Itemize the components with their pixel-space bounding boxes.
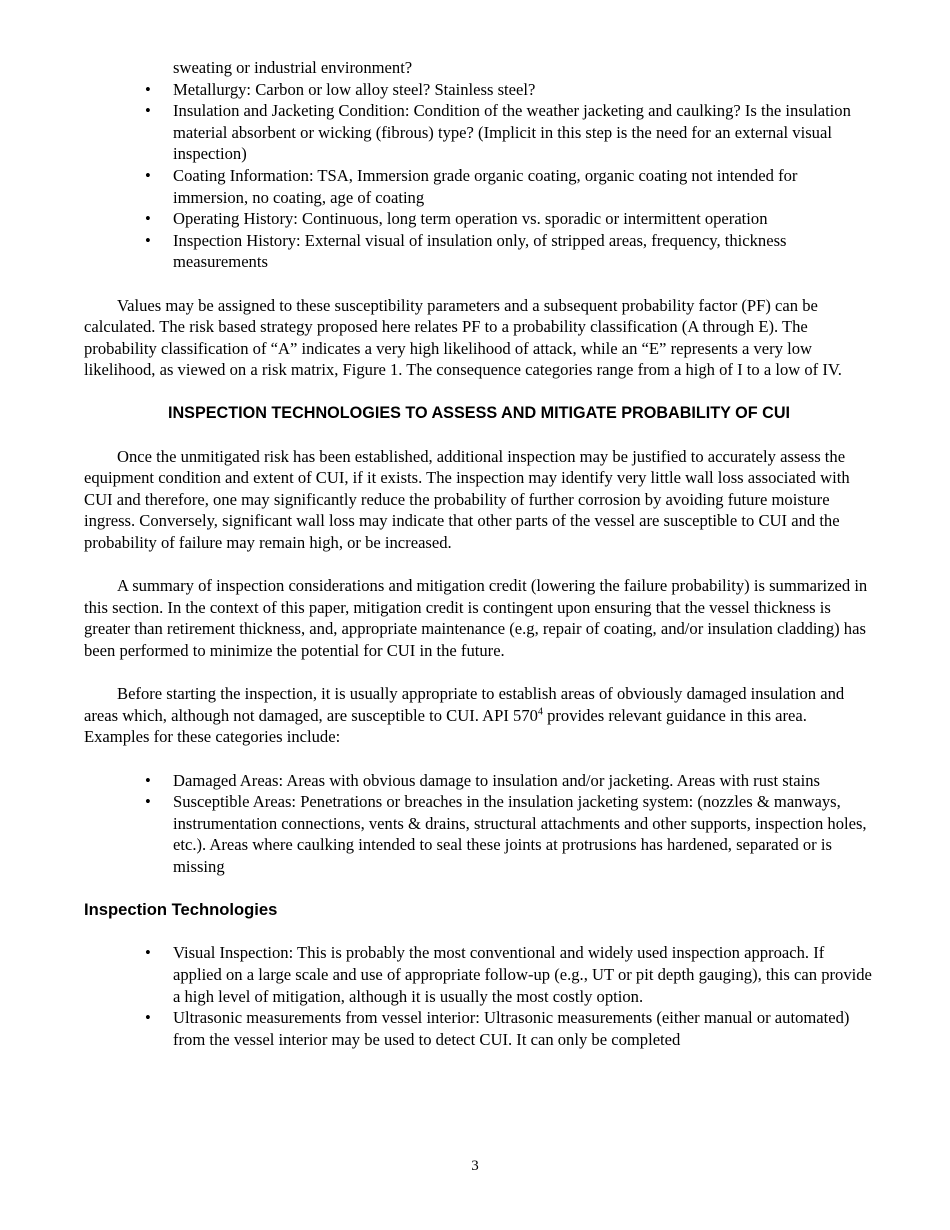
subsection-heading: Inspection Technologies (84, 900, 278, 920)
paragraph-before-text: Before starting the inspection, it is usually appropriate to establish areas of obviously damaged insulation and areas which, although not damaged, are susceptible to CUI. API 570 (84, 684, 845, 725)
technologies-list (84, 942, 874, 1050)
bullet-icon: • (145, 209, 151, 229)
page-number: 3 (471, 1158, 479, 1174)
list-item-text: Visual Inspection: This is probably the most conventional and widely used inspection approach. If applied on a large scale and use of appropriate follow-up (e.g., UT or pit depth gauging), this can provide a high level of mitigation, although it is usually the most costly option. (173, 943, 872, 1006)
paragraph-summary: A summary of inspection considerations and mitigation credit (lowering the failure probability) is summarized in this section. In the context of this paper, mitigation credit is contingent upon ensuring that the vessel thickness is greater than retirement thickness, and, appropriate maintenance (e.g, repair of coating, and/or insulation cladding) has been performed to minimize the potential for CUI in the future. (84, 576, 868, 661)
bullet-icon: • (145, 943, 151, 963)
list-item (84, 165, 874, 208)
list-item (84, 1007, 874, 1050)
bullet-icon: • (145, 1008, 151, 1028)
areas-list (84, 770, 874, 878)
paragraph-once: Once the unmitigated risk has been established, additional inspection may be justified to accurately assess the equipment condition and extent of CUI, if it exists. The inspection may identify very little wall loss associated with CUI and therefore, one may significantly reduce the probability of further corrosion by avoiding future moisture ingress. Conversely, significant wall loss may indicate that other parts of the vessel are susceptible to CUI and the probability of failure may remain high, or be increased. (84, 446, 850, 553)
paragraph-before-text-end: provides relevant guidance in this area. Examples for these categories include: (84, 705, 807, 747)
continued-bullet-text: sweating or industrial environment? (173, 58, 413, 77)
list-item-text: Damaged Areas: Areas with obvious damage to insulation and/or jacketing. Areas with rust stains (173, 770, 821, 790)
footnote-reference: 4 (537, 706, 543, 718)
list-item (84, 79, 874, 101)
paragraph-before (84, 683, 874, 748)
list-item-text: Metallurgy: Carbon or low alloy steel? Stainless steel? (173, 79, 536, 99)
list-item (84, 208, 874, 230)
list-item-text: Inspection History: External visual of insulation only, of stripped areas, frequency, thickness measurements (173, 230, 787, 272)
susceptibility-list (84, 79, 874, 273)
list-item-text: Insulation and Jacketing Condition: Condition of the weather jacketing and caulking? Is the insulation material absorbent or wicking (fibrous) type? (Implicit in this step is the need for an external visual inspection) (173, 101, 851, 164)
list-item (84, 791, 874, 877)
list-item-text: Coating Information: TSA, Immersion grade organic coating, organic coating not intended for immersion, no coating, age of coating (173, 165, 798, 207)
list-item (84, 770, 874, 792)
list-item-text: Susceptible Areas: Penetrations or breaches in the insulation jacketing system: (nozzles & manways, instrumentation connections, vents & drains, structural attachments and other supports, inspection holes, etc.). Areas where caulking intended to seal these joints at protrusions has hardened, separated or is missing (173, 792, 867, 876)
list-item-text: Ultrasonic measurements from vessel interior: Ultrasonic measurements (either manual or automated) from the vessel interior may be used to detect CUI. It can only be completed (173, 1008, 850, 1049)
bullet-icon: • (145, 792, 151, 812)
list-item-text: Operating History: Continuous, long term operation vs. sporadic or intermittent operation (173, 209, 768, 229)
list-item (84, 230, 874, 273)
bullet-icon: • (145, 165, 151, 185)
list-item (84, 100, 874, 165)
bullet-icon: • (145, 230, 151, 250)
section-heading: INSPECTION TECHNOLOGIES TO ASSESS AND MITIGATE PROBABILITY OF CUI (167, 403, 791, 422)
list-item (84, 942, 874, 1007)
bullet-icon: • (145, 101, 151, 121)
page-content (84, 57, 874, 1050)
bullet-icon: • (145, 770, 151, 790)
bullet-icon: • (145, 79, 151, 99)
paragraph-values: Values may be assigned to these susceptibility parameters and a subsequent probability factor (PF) can be calculated. The risk based strategy proposed here relates PF to a probability classification (A through E). The probability classification of “A” indicates a very high likelihood of attack, while an “E” represents a very low likelihood, as viewed on a risk matrix, Figure 1. The consequence categories range from a high of I to a low of IV. (84, 295, 842, 380)
